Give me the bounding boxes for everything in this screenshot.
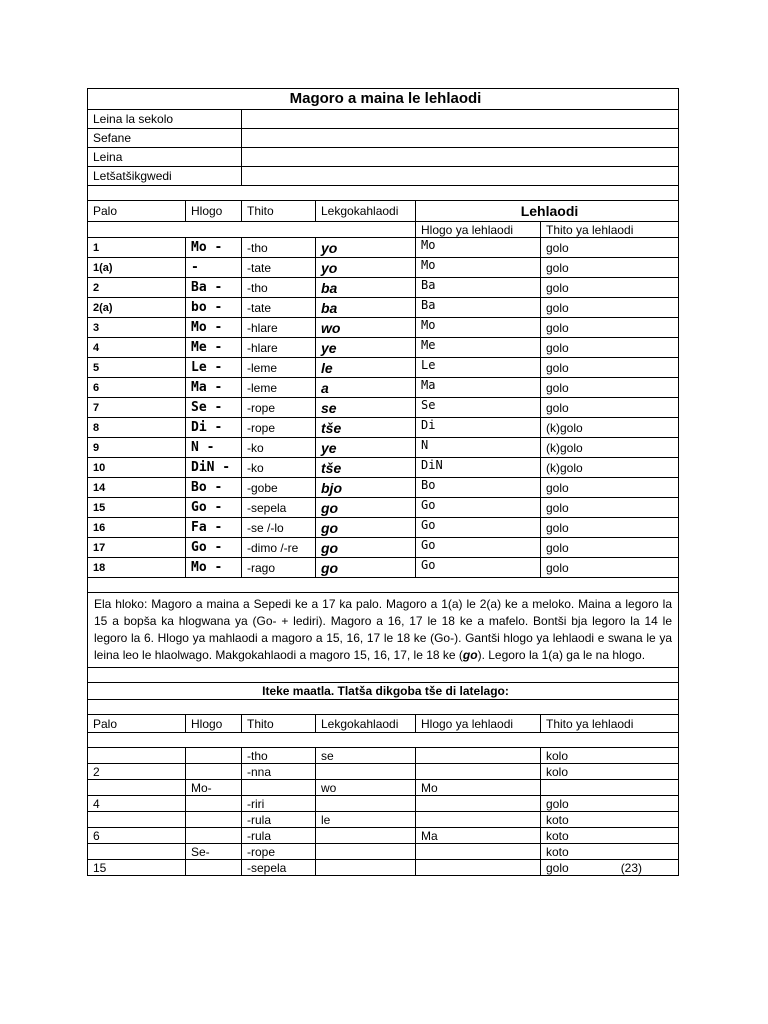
hlogo-cell: Go - (186, 538, 242, 558)
hlogo-ya-lehlaodi-cell: N (416, 438, 541, 458)
hlogo-ya-lehlaodi-cell: Di (416, 418, 541, 438)
thito-ya-lehlaodi-cell: golo (541, 258, 679, 278)
exercise-rows (88, 748, 679, 876)
ex-hlogo-ya-lehlaodi-cell: Ma (416, 828, 541, 844)
thito-ya-lehlaodi-cell: (k)golo (541, 458, 679, 478)
lekgokahlaodi-cell: go (316, 498, 416, 518)
lekgokahlaodi-cell: yo (316, 238, 416, 258)
thito-ya-lehlaodi-cell: golo (541, 278, 679, 298)
palo-cell: 1(a) (88, 258, 186, 278)
table-row (88, 278, 679, 298)
spacer-row (88, 186, 679, 201)
answer-field-lekgokahlaodi[interactable] (316, 764, 416, 780)
thito-ya-lehlaodi-cell: golo (541, 318, 679, 338)
answer-field-hlogo[interactable] (186, 764, 242, 780)
hlogo-cell: Ba - (186, 278, 242, 298)
subheader-blank (88, 222, 416, 238)
palo-cell: 9 (88, 438, 186, 458)
answer-field-hlogo-ya-lehlaodi[interactable] (416, 796, 541, 812)
lekgokahlaodi-cell: bjo (316, 478, 416, 498)
thito-ya-lehlaodi-cell: golo (541, 238, 679, 258)
ex-palo-cell: 2 (88, 764, 186, 780)
thito-cell: -ko (242, 438, 316, 458)
ex-lekgokahlaodi-cell: wo (316, 780, 416, 796)
table-row (88, 478, 679, 498)
table-row (88, 378, 679, 398)
thito-cell: -rope (242, 418, 316, 438)
table-row (88, 258, 679, 278)
hlogo-ya-lehlaodi-cell: DiN (416, 458, 541, 478)
ex-lekgokahlaodi-cell: le (316, 812, 416, 828)
info-field-name[interactable] (242, 148, 679, 167)
thito-cell: -hlare (242, 338, 316, 358)
answer-field-hlogo[interactable] (186, 812, 242, 828)
info-field-school[interactable] (242, 110, 679, 129)
exercise-row (88, 812, 679, 828)
hlogo-cell: Mo - (186, 558, 242, 578)
note-paragraph: Ela hloko: Magoro a maina a Sepedi ke a 17 ka palo. Magoro a 1(a) le 2(a) ke a meloko. Maina a legoro la 15 a bopša ka hlogwana ya (Go- + lediri). Magoro a 16, 17 le 18 ke a mafelo. Bontši bja legoro la 14 le legoro la 6. Hlogo ya mahlaodi a magoro a 15, 16, 17 le 18 ke (Go-). Gantši hlogo ya lehlaodi e swana le ya leina leo le hlaolwago. Makgokahlaodi a magoro 15, 16, 17, le 18 ke (go). Legoro la 1(a) ga le na hlogo. (88, 593, 679, 668)
thito-ya-lehlaodi-cell: golo (541, 398, 679, 418)
ex-header-lekgokahlaodi: Lekgokahlaodi (316, 715, 416, 733)
info-label-grade: Sefane (88, 129, 242, 148)
answer-field-thito[interactable] (242, 780, 316, 796)
ex-thito-ya-lehlaodi-cell: kolo (541, 748, 679, 764)
ex-thito-ya-lehlaodi-text: golo (546, 860, 569, 875)
hlogo-ya-lehlaodi-cell: Ba (416, 278, 541, 298)
lekgokahlaodi-cell: le (316, 358, 416, 378)
table-row (88, 318, 679, 338)
hlogo-ya-lehlaodi-cell: Go (416, 518, 541, 538)
lekgokahlaodi-cell: go (316, 538, 416, 558)
ex-header-thito-ya-lehlaodi: Thito ya lehlaodi (541, 715, 679, 733)
thito-ya-lehlaodi-cell: (k)golo (541, 438, 679, 458)
palo-cell: 2(a) (88, 298, 186, 318)
palo-cell: 8 (88, 418, 186, 438)
header-hlogo-ya-lehlaodi: Hlogo ya lehlaodi (416, 222, 541, 238)
answer-field-hlogo-ya-lehlaodi[interactable] (416, 748, 541, 764)
answer-field-hlogo-ya-lehlaodi[interactable] (416, 764, 541, 780)
answer-field-hlogo[interactable] (186, 796, 242, 812)
ex-header-hlogo-ya-lehlaodi: Hlogo ya lehlaodi (416, 715, 541, 733)
answer-field-lekgokahlaodi[interactable] (316, 828, 416, 844)
spacer-row (88, 733, 679, 748)
ex-hlogo-ya-lehlaodi-cell: Mo (416, 780, 541, 796)
lekgokahlaodi-cell: ba (316, 278, 416, 298)
exercise-row (88, 796, 679, 812)
ex-thito-ya-lehlaodi-cell: koto (541, 844, 679, 860)
thito-cell: -rago (242, 558, 316, 578)
hlogo-cell: Le - (186, 358, 242, 378)
table-row (88, 238, 679, 258)
hlogo-ya-lehlaodi-cell: Go (416, 558, 541, 578)
table-row (88, 538, 679, 558)
exercise-row (88, 764, 679, 780)
ex-thito-ya-lehlaodi-cell: koto (541, 812, 679, 828)
ex-thito-cell: -rope (242, 844, 316, 860)
lekgokahlaodi-cell: tše (316, 418, 416, 438)
thito-cell: -leme (242, 378, 316, 398)
ex-palo-cell: 15 (88, 860, 186, 876)
ex-thito-cell: -sepela (242, 860, 316, 876)
thito-cell: -tate (242, 298, 316, 318)
table-row (88, 458, 679, 478)
exercise-row (88, 780, 679, 796)
exercise-row (88, 844, 679, 860)
table-row (88, 398, 679, 418)
thito-ya-lehlaodi-cell: golo (541, 478, 679, 498)
answer-field-palo[interactable] (88, 812, 186, 828)
answer-field-lekgokahlaodi[interactable] (316, 844, 416, 860)
thito-ya-lehlaodi-cell: golo (541, 378, 679, 398)
table-row (88, 438, 679, 458)
thito-cell: -tho (242, 238, 316, 258)
worksheet-table (87, 88, 679, 876)
lekgokahlaodi-cell: ba (316, 298, 416, 318)
palo-cell: 5 (88, 358, 186, 378)
header-palo: Palo (88, 201, 186, 222)
thito-cell: -dimo /-re (242, 538, 316, 558)
hlogo-ya-lehlaodi-cell: Ma (416, 378, 541, 398)
lekgokahlaodi-cell: wo (316, 318, 416, 338)
hlogo-cell: Fa - (186, 518, 242, 538)
lekgokahlaodi-cell: go (316, 518, 416, 538)
hlogo-cell: Ma - (186, 378, 242, 398)
answer-field-thito-ya-lehlaodi[interactable] (541, 780, 679, 796)
palo-cell: 10 (88, 458, 186, 478)
hlogo-cell: N - (186, 438, 242, 458)
thito-cell: -sepela (242, 498, 316, 518)
hlogo-cell: DiN - (186, 458, 242, 478)
header-lekgokahlaodi: Lekgokahlaodi (316, 201, 416, 222)
thito-ya-lehlaodi-cell: golo (541, 298, 679, 318)
palo-cell: 18 (88, 558, 186, 578)
palo-cell: 1 (88, 238, 186, 258)
answer-field-palo[interactable] (88, 780, 186, 796)
hlogo-ya-lehlaodi-cell: Le (416, 358, 541, 378)
thito-ya-lehlaodi-cell: golo (541, 518, 679, 538)
exercise-row (88, 860, 679, 876)
hlogo-ya-lehlaodi-cell: Se (416, 398, 541, 418)
ex-thito-ya-lehlaodi-cell (541, 860, 679, 876)
lekgokahlaodi-cell: se (316, 398, 416, 418)
palo-cell: 4 (88, 338, 186, 358)
info-field-grade[interactable] (242, 129, 679, 148)
info-label-date: Letšatšikgwedi (88, 167, 242, 186)
ex-hlogo-cell: Mo- (186, 780, 242, 796)
palo-cell: 6 (88, 378, 186, 398)
info-field-date[interactable] (242, 167, 679, 186)
ex-thito-ya-lehlaodi-cell: koto (541, 828, 679, 844)
answer-field-palo[interactable] (88, 844, 186, 860)
thito-ya-lehlaodi-cell: golo (541, 338, 679, 358)
thito-ya-lehlaodi-cell: golo (541, 538, 679, 558)
answer-field-lekgokahlaodi[interactable] (316, 796, 416, 812)
ex-header-hlogo: Hlogo (186, 715, 242, 733)
spacer-row (88, 578, 679, 593)
lekgokahlaodi-cell: a (316, 378, 416, 398)
answer-field-hlogo[interactable] (186, 860, 242, 876)
ex-header-thito: Thito (242, 715, 316, 733)
hlogo-ya-lehlaodi-cell: Go (416, 538, 541, 558)
palo-cell: 15 (88, 498, 186, 518)
lekgokahlaodi-cell: ye (316, 338, 416, 358)
thito-ya-lehlaodi-cell: golo (541, 358, 679, 378)
thito-cell: -leme (242, 358, 316, 378)
spacer-row (88, 700, 679, 715)
ex-thito-ya-lehlaodi-cell: kolo (541, 764, 679, 780)
answer-field-hlogo[interactable] (186, 828, 242, 844)
exercise-row (88, 748, 679, 764)
hlogo-cell: Se - (186, 398, 242, 418)
palo-cell: 17 (88, 538, 186, 558)
hlogo-ya-lehlaodi-cell: Mo (416, 258, 541, 278)
thito-cell: -gobe (242, 478, 316, 498)
exercise-title: Iteke maatla. Tlatša dikgoba tše di latelago: (88, 683, 679, 700)
thito-cell: -hlare (242, 318, 316, 338)
ex-thito-ya-lehlaodi-cell: golo (541, 796, 679, 812)
header-hlogo: Hlogo (186, 201, 242, 222)
thito-cell: -ko (242, 458, 316, 478)
table-row (88, 418, 679, 438)
hlogo-cell: Bo - (186, 478, 242, 498)
answer-field-hlogo-ya-lehlaodi[interactable] (416, 812, 541, 828)
ex-palo-cell: 6 (88, 828, 186, 844)
table-row (88, 298, 679, 318)
ex-thito-cell: -riri (242, 796, 316, 812)
thito-cell: -tate (242, 258, 316, 278)
info-label-name: Leina (88, 148, 242, 167)
table-row (88, 358, 679, 378)
palo-cell: 2 (88, 278, 186, 298)
info-label-school: Leina la sekolo (88, 110, 242, 129)
palo-cell: 16 (88, 518, 186, 538)
thito-ya-lehlaodi-cell: golo (541, 558, 679, 578)
thito-ya-lehlaodi-cell: (k)golo (541, 418, 679, 438)
hlogo-cell: Go - (186, 498, 242, 518)
hlogo-cell: Me - (186, 338, 242, 358)
page-number: (23) (620, 860, 643, 875)
header-lehlaodi: Lehlaodi (416, 201, 679, 222)
exercise-row (88, 828, 679, 844)
thito-cell: -se /-lo (242, 518, 316, 538)
answer-field-palo[interactable] (88, 748, 186, 764)
thito-cell: -tho (242, 278, 316, 298)
thito-ya-lehlaodi-cell: golo (541, 498, 679, 518)
lekgokahlaodi-cell: ye (316, 438, 416, 458)
palo-cell: 3 (88, 318, 186, 338)
hlogo-ya-lehlaodi-cell: Mo (416, 238, 541, 258)
palo-cell: 14 (88, 478, 186, 498)
hlogo-ya-lehlaodi-cell: Mo (416, 318, 541, 338)
lekgokahlaodi-cell: go (316, 558, 416, 578)
header-thito: Thito (242, 201, 316, 222)
answer-field-lekgokahlaodi[interactable] (316, 860, 416, 876)
ex-thito-cell: -rula (242, 828, 316, 844)
page-title: Magoro a maina le lehlaodi (88, 89, 679, 110)
ex-palo-cell: 4 (88, 796, 186, 812)
hlogo-cell: Mo - (186, 318, 242, 338)
table-row (88, 518, 679, 538)
table-row (88, 558, 679, 578)
answer-field-hlogo[interactable] (186, 748, 242, 764)
hlogo-cell: Mo - (186, 238, 242, 258)
lekgokahlaodi-cell: yo (316, 258, 416, 278)
hlogo-cell: Di - (186, 418, 242, 438)
ex-thito-cell: -rula (242, 812, 316, 828)
hlogo-cell: bo - (186, 298, 242, 318)
note-emphasis: go (462, 648, 478, 662)
thito-cell: -rope (242, 398, 316, 418)
ex-hlogo-cell: Se- (186, 844, 242, 860)
ex-thito-cell: -tho (242, 748, 316, 764)
hlogo-cell: - (186, 258, 242, 278)
ex-lekgokahlaodi-cell: se (316, 748, 416, 764)
hlogo-ya-lehlaodi-cell: Bo (416, 478, 541, 498)
hlogo-ya-lehlaodi-cell: Me (416, 338, 541, 358)
spacer-row (88, 668, 679, 683)
palo-cell: 7 (88, 398, 186, 418)
hlogo-ya-lehlaodi-cell: Ba (416, 298, 541, 318)
answer-field-hlogo-ya-lehlaodi[interactable] (416, 844, 541, 860)
lekgokahlaodi-cell: tše (316, 458, 416, 478)
table-row (88, 498, 679, 518)
header-thito-ya-lehlaodi: Thito ya lehlaodi (541, 222, 679, 238)
answer-field-hlogo-ya-lehlaodi[interactable] (416, 860, 541, 876)
noun-class-rows (88, 238, 679, 578)
ex-thito-cell: -nna (242, 764, 316, 780)
ex-header-palo: Palo (88, 715, 186, 733)
table-row (88, 338, 679, 358)
hlogo-ya-lehlaodi-cell: Go (416, 498, 541, 518)
